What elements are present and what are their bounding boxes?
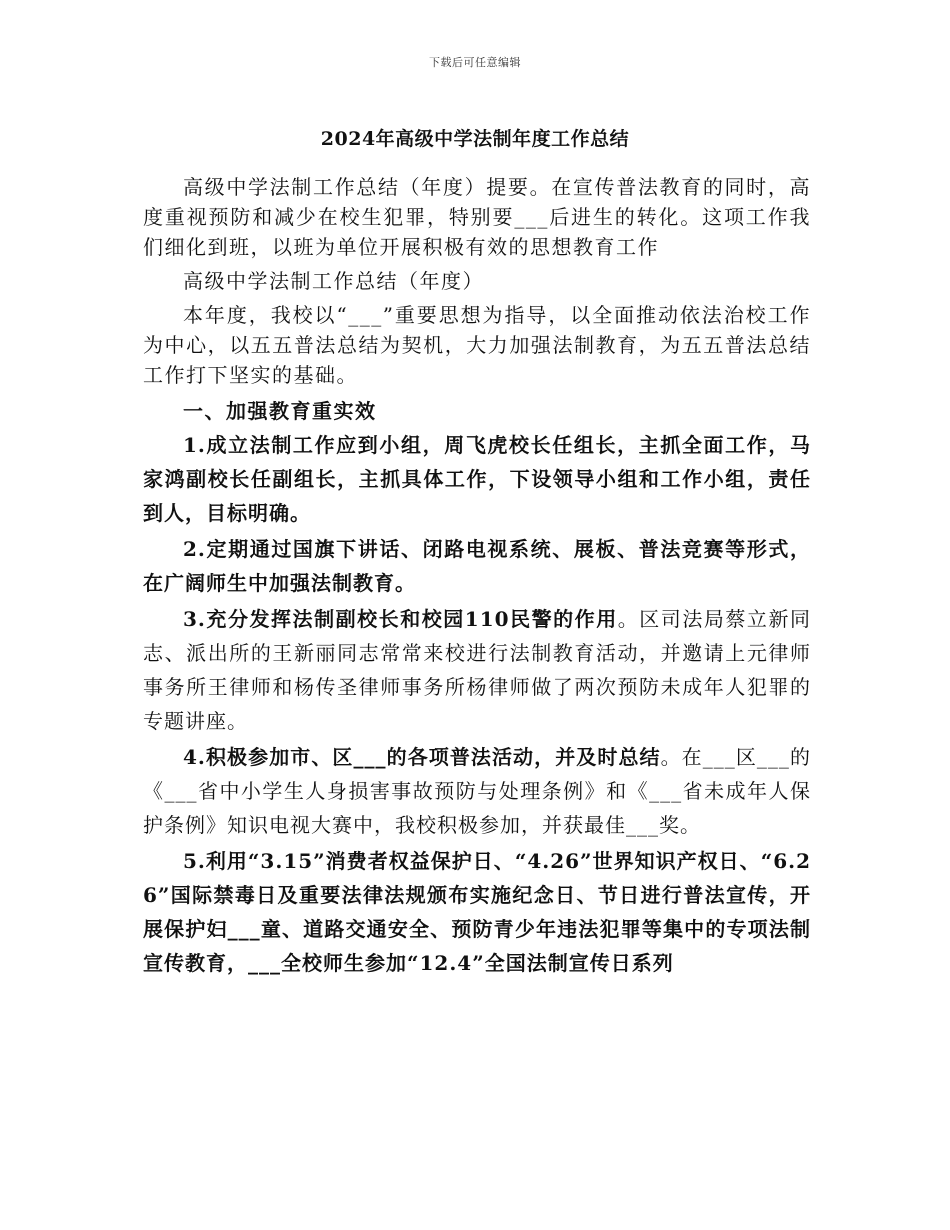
subtitle-paragraph: 高级中学法制工作总结（年度） <box>183 269 484 293</box>
item-4 <box>143 740 811 842</box>
item-3-lead: 3.充分发挥法制副校长和校园110民警的作用 <box>183 607 618 631</box>
item-2: 2.定期通过国旗下讲话、闭路电视系统、展板、普法竞赛等形式，在广阔师生中加强法制教育。 <box>143 537 811 595</box>
item-4-body: 。在___区___的《___省中小学生人身损害事故预防与处理条例》和《___省未成年人保护条例》知识电视大赛中，我校积极参加，并获最佳___奖。 <box>143 745 811 837</box>
item-4-lead: 4.积极参加市、区___的各项普法活动，并及时总结 <box>183 745 661 769</box>
intro-paragraph: 本年度，我校以“___”重要思想为指导，以全面推动依法治校工作为中心，以五五普法总结为契机，大力加强法制教育，为五五普法总结工作打下坚实的基础。 <box>143 303 811 387</box>
header-note: 下载后可任意编辑 <box>429 56 521 69</box>
item-5: 5.利用“3.15”消费者权益保护日、“4.26”世界知识产权日、“6.26”国际禁毒日及重要法律法规颁布实施纪念日、节日进行普法宣传，开展保护妇___童、道路交通安全、预防青少年违法犯罪等集中的专项法制宣传教育，___全校师生参加“12.4”全国法制宣传日系列 <box>143 849 811 975</box>
document-title: 2024年高级中学法制年度工作总结 <box>320 128 630 150</box>
item-3-body: 。区司法局蔡立新同志、派出所的王新丽同志常常来校进行法制教育活动，并邀请上元律师事务所王律师和杨传圣律师事务所杨律师做了两次预防未成年人犯罪的专题讲座。 <box>143 607 811 733</box>
item-1: 1.成立法制工作应到小组，周飞虎校长任组长，主抓全面工作，马家鸿副校长任副组长，主抓具体工作，下设领导小组和工作小组，责任到人，目标明确。 <box>143 433 811 525</box>
item-3 <box>143 602 811 738</box>
document-body <box>143 172 811 980</box>
section-heading: 一、加强教育重实效 <box>183 399 377 423</box>
summary-paragraph: 高级中学法制工作总结（年度）提要。在宣传普法教育的同时，高度重视预防和减少在校生犯罪，特别要___后进生的转化。这项工作我们细化到班，以班为单位开展积极有效的思想教育工作 <box>143 175 811 259</box>
